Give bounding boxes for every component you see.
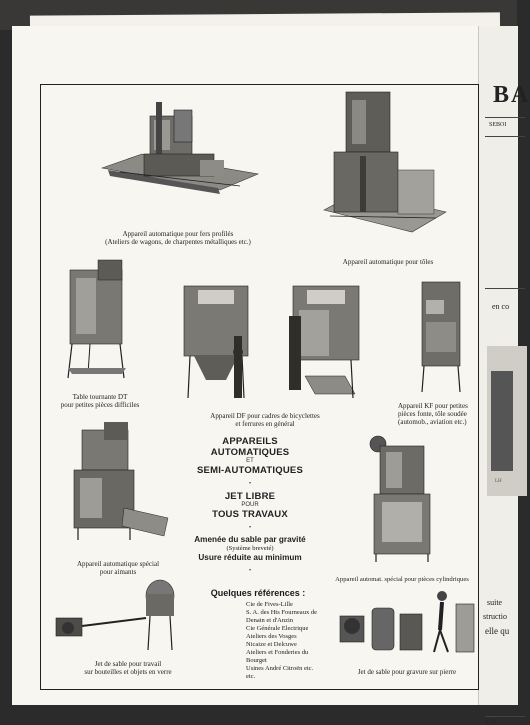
jet-libre: JET LIBRE <box>224 491 276 502</box>
next-page-fragment <box>478 26 530 725</box>
systeme-brevete: (Système breveté) <box>226 545 274 552</box>
references-title: Quelques références : <box>210 588 306 598</box>
caption-verre-line2: sur bouteilles et objets en verre <box>84 668 172 676</box>
reference-item: Nicaize et Delcuwe <box>246 641 297 648</box>
center-heading-block <box>190 436 310 576</box>
reference-item: Denain et d'Anzin <box>246 617 294 624</box>
caption-kf-line3: (automob., aviation etc.) <box>398 418 467 426</box>
bullet-3: • <box>248 568 252 574</box>
title-automatiques: APPAREILS AUTOMATIQUES <box>210 436 290 458</box>
reference-item: Usines André Citroën etc. etc. <box>246 665 314 680</box>
references-list <box>246 601 318 681</box>
caption-dt <box>50 393 150 409</box>
cylindriques-machine-illustration <box>366 430 438 564</box>
caption-df <box>195 412 335 428</box>
next-page-rule-4 <box>485 716 525 717</box>
next-page-mid: en co <box>492 302 510 311</box>
caption-dt-line1: Table tournante DT <box>72 393 128 401</box>
next-page-footer: L 31. <box>487 720 498 725</box>
next-page-photo-label: LH <box>495 479 502 484</box>
title-et: ET <box>246 458 254 464</box>
caption-kf-line1: Appareil KF pour petites <box>398 402 468 410</box>
bullet-1: • <box>248 481 252 487</box>
next-page-suite: suite <box>487 598 503 607</box>
jet-pour: POUR <box>241 502 259 508</box>
next-page-structio: structio <box>483 612 507 621</box>
caption-aimants <box>56 560 180 576</box>
profiles-machine-illustration <box>100 98 260 210</box>
next-page-sub: SEBOI <box>489 122 507 128</box>
next-page-photo-machine <box>491 371 513 471</box>
next-page-rule <box>485 117 525 118</box>
usure-reduite: Usure réduite au minimum <box>198 553 302 562</box>
caption-verre <box>66 660 190 676</box>
aimants-machine-illustration <box>64 418 172 544</box>
caption-dt-line2: pour petites pièces difficiles <box>60 401 140 409</box>
amenee-sable: Amenée du sable par gravité <box>194 535 306 544</box>
reference-item: Ateliers des Vosges <box>246 633 297 640</box>
reference-item: Cie de Fives-Lille <box>246 601 293 608</box>
caption-toles: Appareil automatique pour tôles <box>342 258 434 266</box>
kf-machine-illustration <box>418 278 464 396</box>
reference-item: Cie Générale Electrique <box>246 625 309 632</box>
dt-machine-illustration <box>62 256 132 384</box>
toles-machine-illustration <box>320 86 450 242</box>
caption-profiles <box>88 230 268 246</box>
caption-profiles-line1: Appareil automatique pour fers profilés <box>122 230 234 238</box>
caption-kf-line2: pièces fonte, tôle soudée <box>398 410 467 418</box>
verre-machine-illustration <box>52 578 180 654</box>
caption-kf <box>398 402 474 426</box>
caption-aimants-line1: Appareil automatique spécial <box>76 560 160 568</box>
caption-cylindriques: Appareil automat. spécial pour pièces cylindriques <box>335 576 469 583</box>
pierre-machine-illustration <box>336 590 478 660</box>
caption-profiles-line2: (Ateliers de wagons, de charpentes métalliques etc.) <box>105 238 251 246</box>
caption-pierre: Jet de sable pour gravure sur pierre <box>357 668 457 676</box>
caption-df-line1: Appareil DF pour cadres de bicyclettes <box>210 412 320 420</box>
next-page-rule-3 <box>485 288 525 289</box>
references-block <box>198 588 318 681</box>
reference-item: Ateliers et Fonderies du Bourget <box>246 649 309 664</box>
df-machine-right-illustration <box>285 276 365 404</box>
caption-aimants-line2: pour aimants <box>99 568 137 576</box>
reference-item: S. A. des Hts Fourneaux de <box>246 609 317 616</box>
tous-travaux: TOUS TRAVAUX <box>212 509 288 520</box>
next-page-rule-2 <box>485 136 525 137</box>
caption-verre-line1: Jet de sable pour travail <box>94 660 162 668</box>
next-page-elle: elle qu <box>485 626 510 636</box>
bullet-2: • <box>248 525 252 531</box>
title-semi-automatiques: SEMI-AUTOMATIQUES <box>197 465 303 476</box>
caption-df-line2: et ferrures en général <box>235 420 295 428</box>
df-machine-left-illustration <box>178 276 256 404</box>
next-page-letters: BA <box>493 82 530 108</box>
